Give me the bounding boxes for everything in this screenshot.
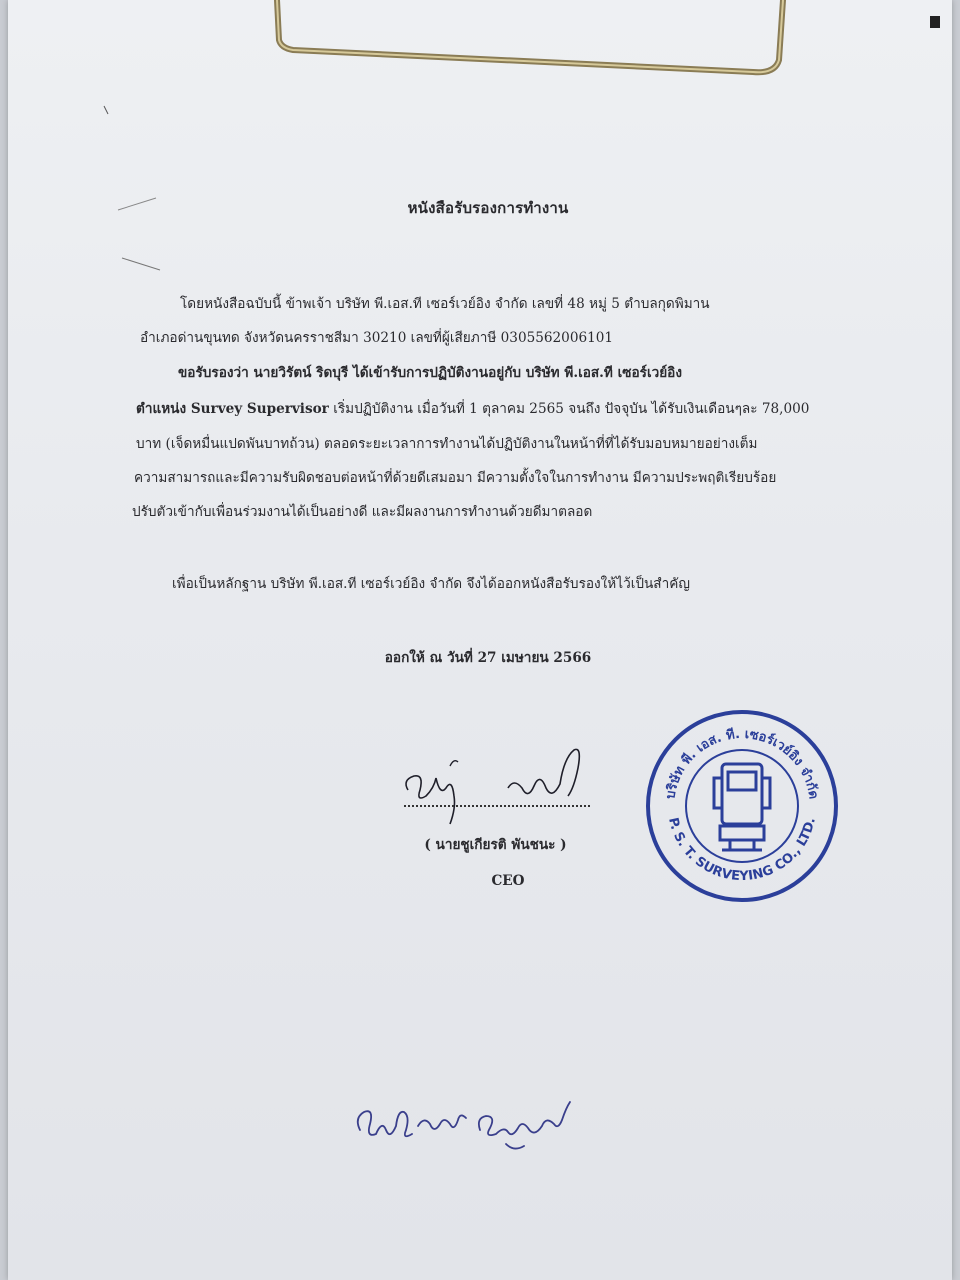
- body-line-6: ความสามารถและมีความรับผิดชอบต่อหน้าที่ด้วยดีเสมอมา มีความตั้งใจในการทำงาน มีความประพฤติเรียบร้อย: [134, 470, 777, 486]
- body-line-8: เพื่อเป็นหลักฐาน บริษัท พี.เอส.ที เซอร์เวย์อิง จำกัด จึงได้ออกหนังสือรับรองให้ไว้เป็นสำคัญ: [172, 576, 690, 592]
- total-station-icon: [714, 764, 770, 850]
- svg-text:บริษัท พี. เอส. ที. เซอร์เวย์อ: บริษัท พี. เอส. ที. เซอร์เวย์อิง จำกัด: [663, 726, 821, 801]
- ceo-signature: [394, 738, 594, 834]
- body-line-4: [136, 397, 809, 419]
- body-line-3: ขอรับรองว่า นายวิรัตน์ ริดบุรี ได้เข้ารับการปฏิบัติงานอยู่กับ บริษัท พี.เอส.ที เซอร์เวย์อิง: [178, 365, 682, 381]
- company-stamp: [644, 708, 840, 904]
- body-line-5: บาท (เจ็ดหมื่นแปดพันบาทถ้วน) ตลอดระยะเวลาการทำงานได้ปฏิบัติงานในหน้าที่ที่ได้รับมอบหมายอย่างเต็ม: [136, 436, 758, 452]
- document-title: หนังสือรับรองการทำงาน: [407, 199, 569, 217]
- signer-name: ( นายชูเกียรติ พันชนะ ): [424, 837, 567, 853]
- body-line-7: ปรับตัวเข้ากับเพื่อนร่วมงานได้เป็นอย่างดี และมีผลงานการทำงานด้วยดีมาตลอด: [132, 504, 593, 520]
- handwritten-note: [348, 1090, 588, 1160]
- body-line-4-text: เริ่มปฏิบัติงาน เมื่อวันที่ 1 ตุลาคม 2565 จนถึง ปัจจุบัน ได้รับเงินเดือนๆละ 78,000: [333, 401, 810, 417]
- body-line-2: อำเภอด่านขุนทด จังหวัดนครราชสีมา 30210 เลขที่ผู้เสียภาษี 0305562006101: [140, 330, 614, 346]
- paper-clip-icon: [263, 0, 803, 90]
- position-label: ตำแหน่ง Survey Supervisor: [136, 401, 329, 417]
- body-line-1: โดยหนังสือฉบับนี้ ข้าพเจ้า บริษัท พี.เอส.ที เซอร์เวย์อิง จำกัด เลขที่ 48 หมู่ 5 ตำบลกุดพิมาน: [180, 296, 710, 312]
- document-page: [8, 0, 952, 1280]
- svg-text:P. S. T. SURVEYING CO., LTD.: P. S. T. SURVEYING CO., LTD.: [665, 816, 819, 885]
- signature-line: [404, 805, 590, 807]
- issue-date: ออกให้ ณ วันที่ 27 เมษายน 2566: [384, 650, 592, 666]
- signer-role: CEO: [491, 873, 525, 889]
- corner-mark: [930, 16, 940, 28]
